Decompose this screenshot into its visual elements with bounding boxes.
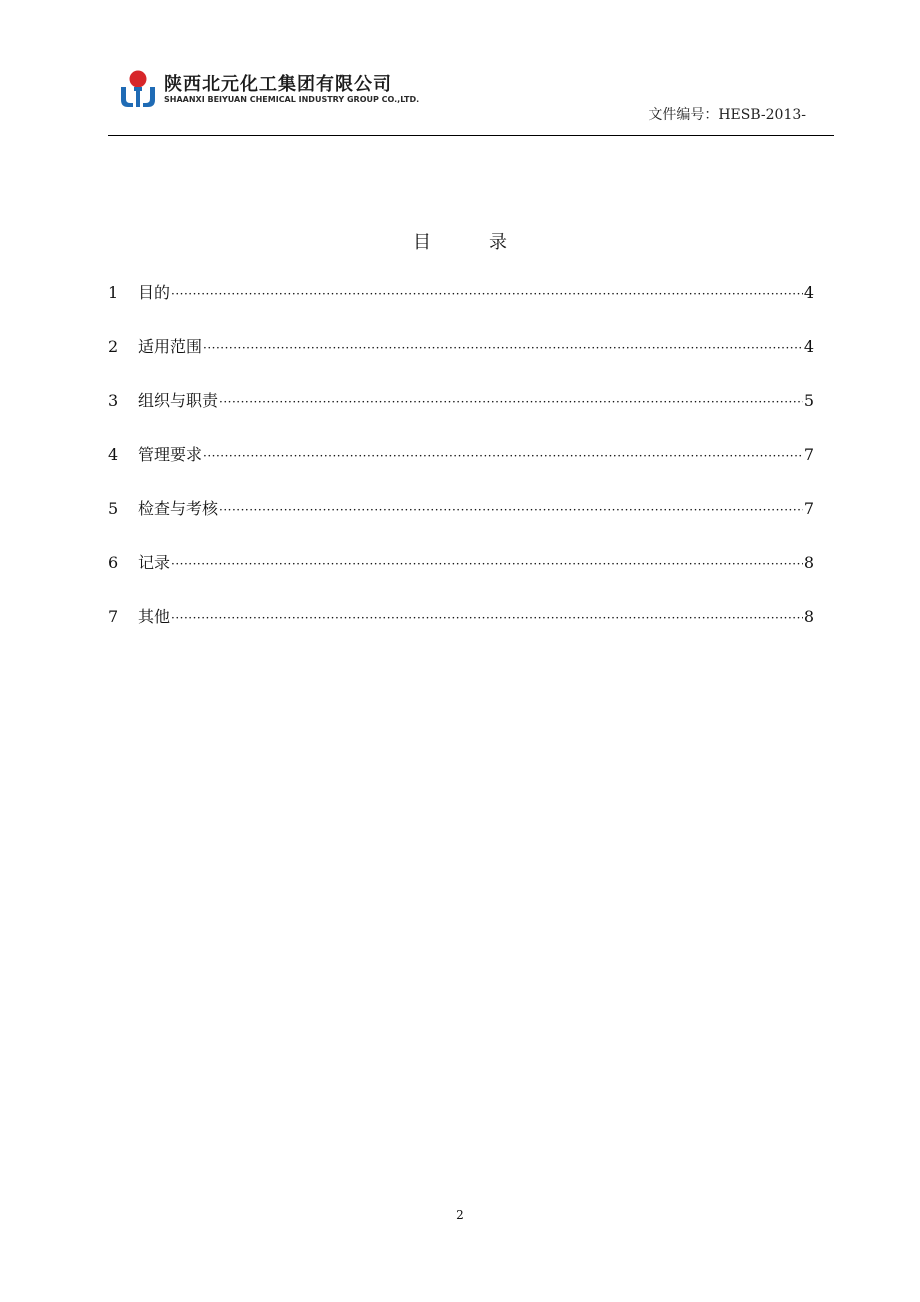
toc-entry[interactable] bbox=[108, 604, 814, 658]
toc-dot-leader bbox=[171, 287, 803, 301]
toc-dot-leader bbox=[171, 557, 803, 571]
toc-entry-page: 4 bbox=[803, 337, 814, 356]
toc-title: 目 录 bbox=[413, 232, 527, 253]
toc-entry-title: 检查与考核 bbox=[138, 499, 219, 518]
toc-entry-number: 3 bbox=[108, 391, 119, 410]
document-number: 文件编号：HESB-2013- bbox=[648, 107, 806, 123]
toc-entry[interactable] bbox=[108, 334, 814, 388]
toc-entry-number: 7 bbox=[108, 607, 119, 626]
toc-dot-leader bbox=[171, 611, 803, 625]
toc-dot-leader bbox=[219, 395, 803, 409]
toc-dot-leader bbox=[203, 341, 803, 355]
toc-entry-page: 4 bbox=[803, 283, 814, 302]
toc-entry[interactable] bbox=[108, 442, 814, 496]
page-header bbox=[108, 60, 834, 136]
toc-entry[interactable] bbox=[108, 388, 814, 442]
toc-entry-title: 目的 bbox=[138, 283, 171, 302]
toc-dot-leader bbox=[203, 449, 803, 463]
toc-entry-number: 6 bbox=[108, 553, 119, 572]
toc-entry-title: 管理要求 bbox=[138, 445, 203, 464]
toc-entry-page: 7 bbox=[803, 445, 814, 464]
toc-entry-number: 4 bbox=[108, 445, 119, 464]
toc-entry-number: 2 bbox=[108, 337, 119, 356]
company-name-en: SHAANXI BEIYUAN CHEMICAL INDUSTRY GROUP CO.,LTD. bbox=[164, 95, 420, 104]
toc-entry-page: 8 bbox=[803, 607, 814, 626]
toc-entry-title: 记录 bbox=[138, 553, 171, 572]
page-number: 2 bbox=[456, 1208, 464, 1222]
toc-entry[interactable] bbox=[108, 280, 814, 334]
toc-entry-page: 5 bbox=[803, 391, 814, 410]
toc-entry-number: 5 bbox=[108, 499, 119, 518]
header-divider bbox=[108, 135, 834, 136]
toc-entry-title: 组织与职责 bbox=[138, 391, 219, 410]
table-of-contents bbox=[108, 280, 814, 658]
toc-entry-title: 适用范围 bbox=[138, 337, 203, 356]
toc-entry-title: 其他 bbox=[138, 607, 171, 626]
toc-entry-number: 1 bbox=[108, 283, 119, 302]
toc-dot-leader bbox=[219, 503, 803, 517]
toc-entry[interactable] bbox=[108, 550, 814, 604]
toc-entry[interactable] bbox=[108, 496, 814, 550]
beiyuan-logo-icon bbox=[118, 68, 158, 108]
toc-entry-page: 7 bbox=[803, 499, 814, 518]
toc-entry-page: 8 bbox=[803, 553, 814, 572]
company-name-cn: 陕西北元化工集团有限公司 bbox=[164, 74, 392, 95]
